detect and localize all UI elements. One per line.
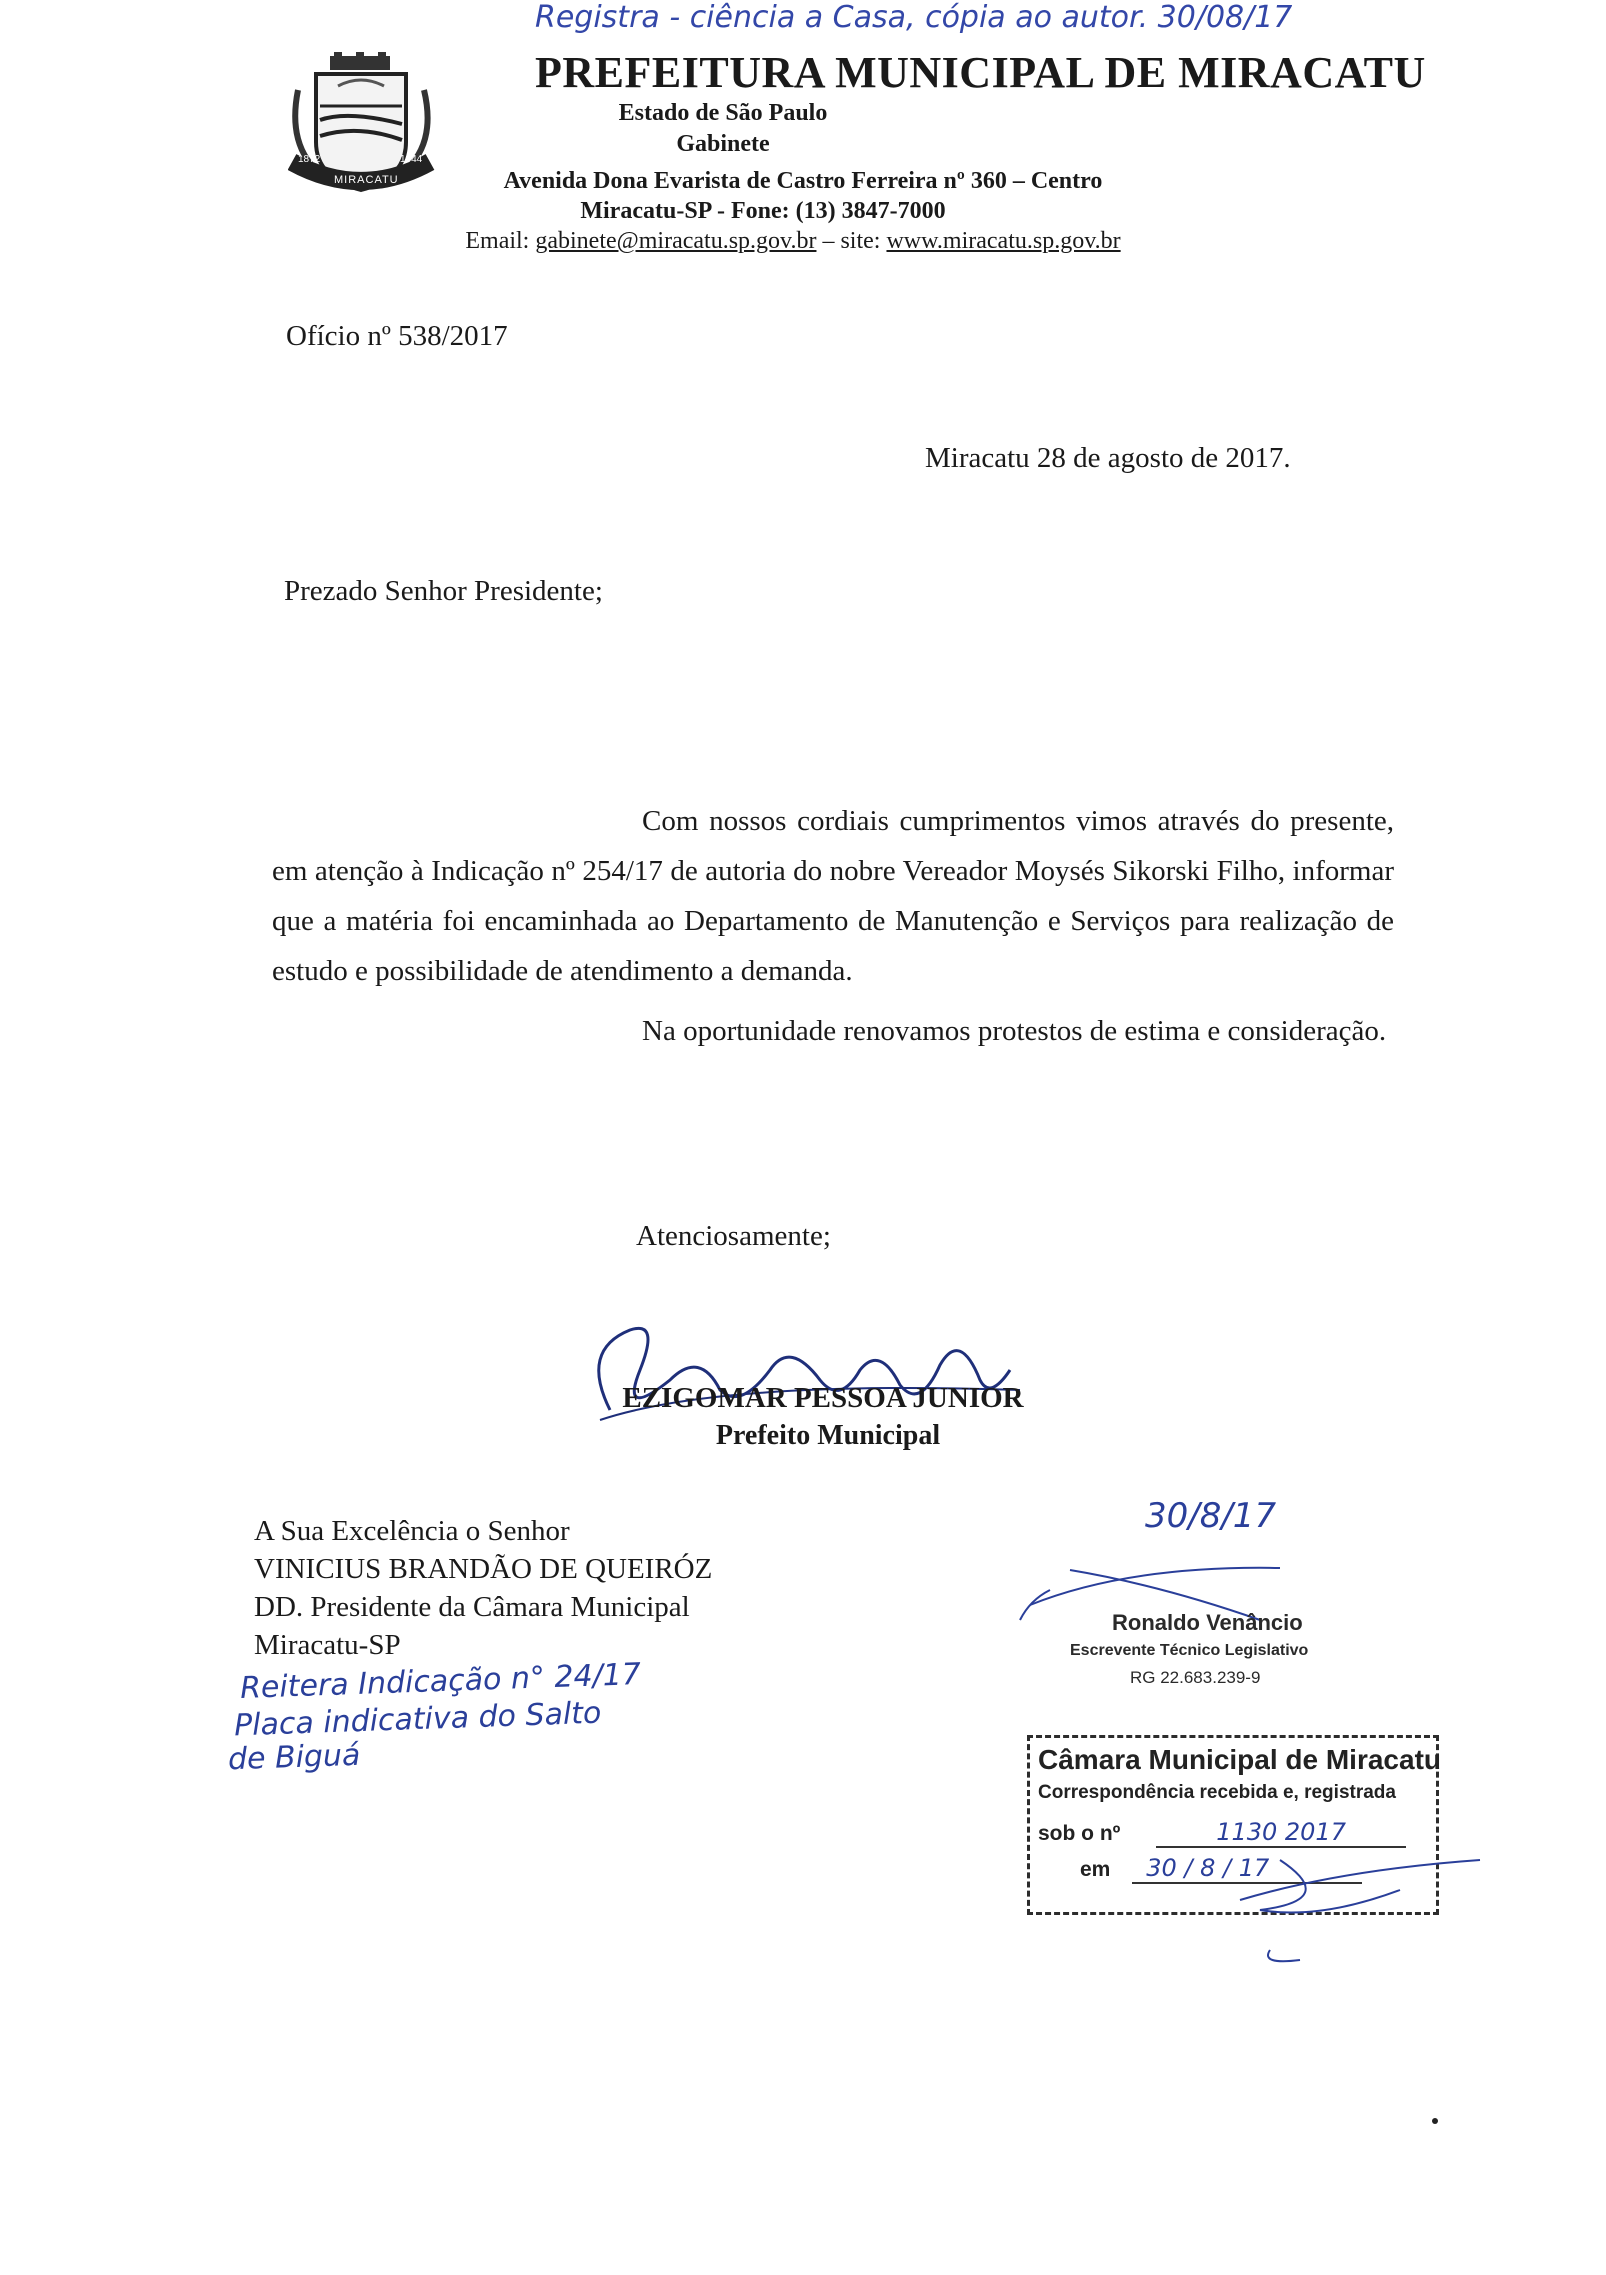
handwritten-note-line-3: de Biguá <box>227 1737 361 1778</box>
stamp-date-value: 30 / 8 / 17 <box>1132 1854 1362 1884</box>
letterhead-phone: Miracatu-SP - Fone: (13) 3847-7000 <box>580 198 946 224</box>
page-dot <box>1432 2118 1438 2124</box>
letter-salutation: Prezado Senhor Presidente; <box>284 575 603 607</box>
letterhead-address: Avenida Dona Evarista de Castro Ferreira nº 360 – Centro <box>503 168 1103 194</box>
paragraph-2-text: Na oportunidade renovamos protestos de estima e consideração. <box>642 1015 1387 1047</box>
letterhead-department: Gabinete <box>676 131 770 157</box>
handwritten-top-note: Registra - ciência a Casa, cópia ao autor. 30/08/17 <box>535 0 1293 35</box>
handwritten-note-line-2: Placa indicativa do Salto <box>233 1695 602 1744</box>
receipt-date: 30/8/17 <box>1145 1496 1277 1536</box>
signer-title: Prefeito Municipal <box>715 1420 941 1451</box>
email-link[interactable]: gabinete@miracatu.sp.gov.br <box>535 228 817 254</box>
receipt-rg: RG 22.683.239-9 <box>1130 1668 1261 1687</box>
recipient-line-1: A Sua Excelência o Senhor <box>254 1515 570 1547</box>
letterhead-title: PREFEITURA MUNICIPAL DE MIRACATU <box>535 48 1426 97</box>
crest-year-left: 1872 <box>298 154 321 165</box>
letter-date: Miracatu 28 de agosto de 2017. <box>925 442 1291 474</box>
stamp-number-label: sob o nº <box>1038 1822 1121 1845</box>
site-label: – site: <box>816 228 887 254</box>
receipt-name: Ronaldo Venâncio <box>1112 1610 1303 1635</box>
stamp-title: Câmara Municipal de Miracatu <box>1038 1744 1442 1775</box>
crest-ribbon-text: MIRACATU <box>334 174 399 186</box>
handwritten-note-line-1: Reitera Indicação n° 24/17 <box>239 1657 642 1706</box>
letterhead-state: Estado de São Paulo <box>618 100 828 126</box>
letter-reference: Ofício nº 538/2017 <box>286 320 508 352</box>
signer-name: EZIGOMAR PESSOA JUNIOR <box>622 1382 1024 1414</box>
receipt-role: Escrevente Técnico Legislativo <box>1070 1642 1309 1659</box>
letter-paragraph-2 <box>272 1006 1394 1056</box>
stamp-number-value: 1130 2017 <box>1156 1818 1406 1848</box>
recipient-line-3: DD. Presidente da Câmara Municipal <box>254 1591 690 1623</box>
letter-closing: Atenciosamente; <box>636 1220 831 1252</box>
site-link[interactable]: www.miracatu.sp.gov.br <box>886 228 1121 254</box>
letterhead-contact <box>0 228 1596 255</box>
stamp-signature-mark <box>1200 1840 1500 1970</box>
paragraph-1-text: Com nossos cordiais cumprimentos vimos através do presente, em atenção à Indicação nº 254/17 de autoria do nobre Vereador Moysés Sikorski Filho, informar que a matéria foi encaminhada ao Departamento de Manutenção e Serviços para realização de estudo e possibilidade de atendimento a demanda. <box>272 805 1394 987</box>
crest-year-right: 1944 <box>400 154 423 165</box>
email-label: Email: <box>465 228 536 254</box>
stamp-subtitle: Correspondência recebida e, registrada <box>1038 1782 1396 1803</box>
stamp-date-label: em <box>1080 1858 1111 1881</box>
letter-paragraph-1 <box>272 796 1394 996</box>
recipient-line-2: VINICIUS BRANDÃO DE QUEIRÓZ <box>254 1553 713 1585</box>
recipient-line-4: Miracatu-SP <box>254 1629 401 1661</box>
